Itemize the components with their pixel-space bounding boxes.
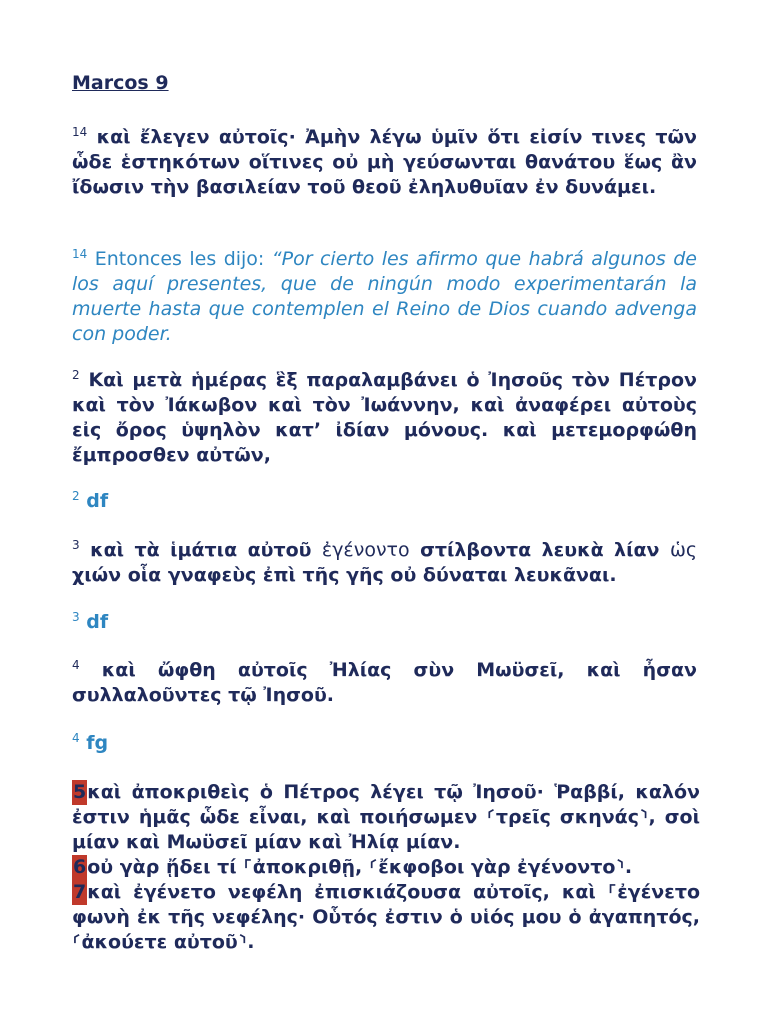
verse-number: 2 — [72, 489, 80, 503]
verse-14-greek — [72, 125, 697, 200]
verse-7 — [72, 880, 700, 955]
verse-3-greek — [72, 538, 697, 588]
verse-4-greek — [72, 658, 697, 708]
verse-number: 2 — [72, 368, 80, 382]
verse-number: 14 — [72, 125, 88, 139]
verse-number-badge: 6 — [73, 856, 87, 878]
verse-14-spanish — [72, 247, 697, 347]
verse-lead: Entonces les dijo: — [94, 248, 272, 270]
verse-text: καὶ ἐγένετο νεφέλη ἐπισκιάζουσα αὐτοῖς, καὶ ⸀ἐγένετο φωνὴ ἐκ τῆς νεφέλης· Οὗτός ἐστιν ὁ υἱός μου ὁ ἀγαπητός, ⸂ἀκούετε αὐτοῦ⸃. — [72, 881, 700, 953]
verse-3-spanish — [72, 610, 697, 635]
verse-4-spanish — [72, 731, 697, 756]
verse-6 — [72, 855, 700, 880]
verse-quote: “Por cierto les afirmo que habrá algunos de los aquí presentes, que de ningún modo experimentarán la muerte hasta que contemplen el Reino de Dios cuando advenga con poder. — [72, 248, 697, 345]
verses-5-7 — [72, 780, 700, 955]
verse-text: df — [86, 490, 109, 512]
verse-number: 3 — [72, 538, 80, 552]
verse-text: fg — [86, 732, 109, 754]
verse-number-badge: 5 — [73, 781, 87, 803]
verse-2-spanish — [72, 489, 697, 514]
verse-text: οὐ γὰρ ᾔδει τί ⸀ἀποκριθῇ, ⸂ἔκφοβοι γὰρ ἐγένοντο⸃. — [87, 856, 633, 878]
verse-text: καὶ ἔλεγεν αὐτοῖς· Ἀμὴν λέγω ὑμῖν ὅτι εἰσίν τινες τῶν ὧδε ἑστηκότων οἵτινες οὐ μὴ γεύσωνται θανάτου ἕως ἂν ἴδωσιν τὴν βασιλείαν τοῦ θεοῦ ἐληλυθυῖαν ἐν δυνάμει. — [72, 126, 697, 198]
verse-text: Καὶ μετὰ ἡμέρας ἓξ παραλαμβάνει ὁ Ἰησοῦς τὸν Πέτρον καὶ τὸν Ἰάκωβον καὶ τὸν Ἰωάννην, καὶ ἀναφέρει αὐτοὺς εἰς ὄρος ὑψηλὸν κατ’ ἰδίαν μόνους. καὶ μετεμορφώθη ἔμπροσθεν αὐτῶν, — [72, 369, 697, 466]
verse-5 — [72, 780, 700, 855]
verse-text-part: στίλβοντα λευκὰ λίαν — [409, 539, 670, 561]
verse-number: 3 — [72, 610, 80, 624]
verse-number-badge: 7 — [73, 881, 87, 903]
verse-number: 4 — [72, 658, 80, 672]
verse-number: 4 — [72, 731, 80, 745]
verse-text-part: καὶ τὰ ἱμάτια αὐτοῦ — [90, 539, 322, 561]
verse-text: καὶ ὤφθη αὐτοῖς Ἠλίας σὺν Μωϋσεῖ, καὶ ἦσαν συλλαλοῦντες τῷ Ἰησοῦ. — [72, 659, 697, 706]
verse-text-part: ἐγένοντο — [321, 539, 410, 561]
verse-text-part: χιών οἷα γναφεὺς ἐπὶ τῆς γῆς οὐ δύναται λευκᾶναι. — [72, 564, 617, 586]
page-title: Marcos 9 — [72, 72, 169, 94]
verse-number: 14 — [72, 247, 88, 261]
verse-text-part: ὡς — [669, 539, 697, 561]
verse-2-greek — [72, 368, 697, 468]
verse-text: καὶ ἀποκριθεὶς ὁ Πέτρος λέγει τῷ Ἰησοῦ· Ῥαββί, καλόν ἐστιν ἡμᾶς ὧδε εἶναι, καὶ ποιήσωμεν ⸂τρεῖς σκηνάς⸃, σοὶ μίαν καὶ Μωϋσεῖ μίαν καὶ Ἠλίᾳ μίαν. — [72, 781, 700, 853]
verse-text: df — [86, 611, 109, 633]
